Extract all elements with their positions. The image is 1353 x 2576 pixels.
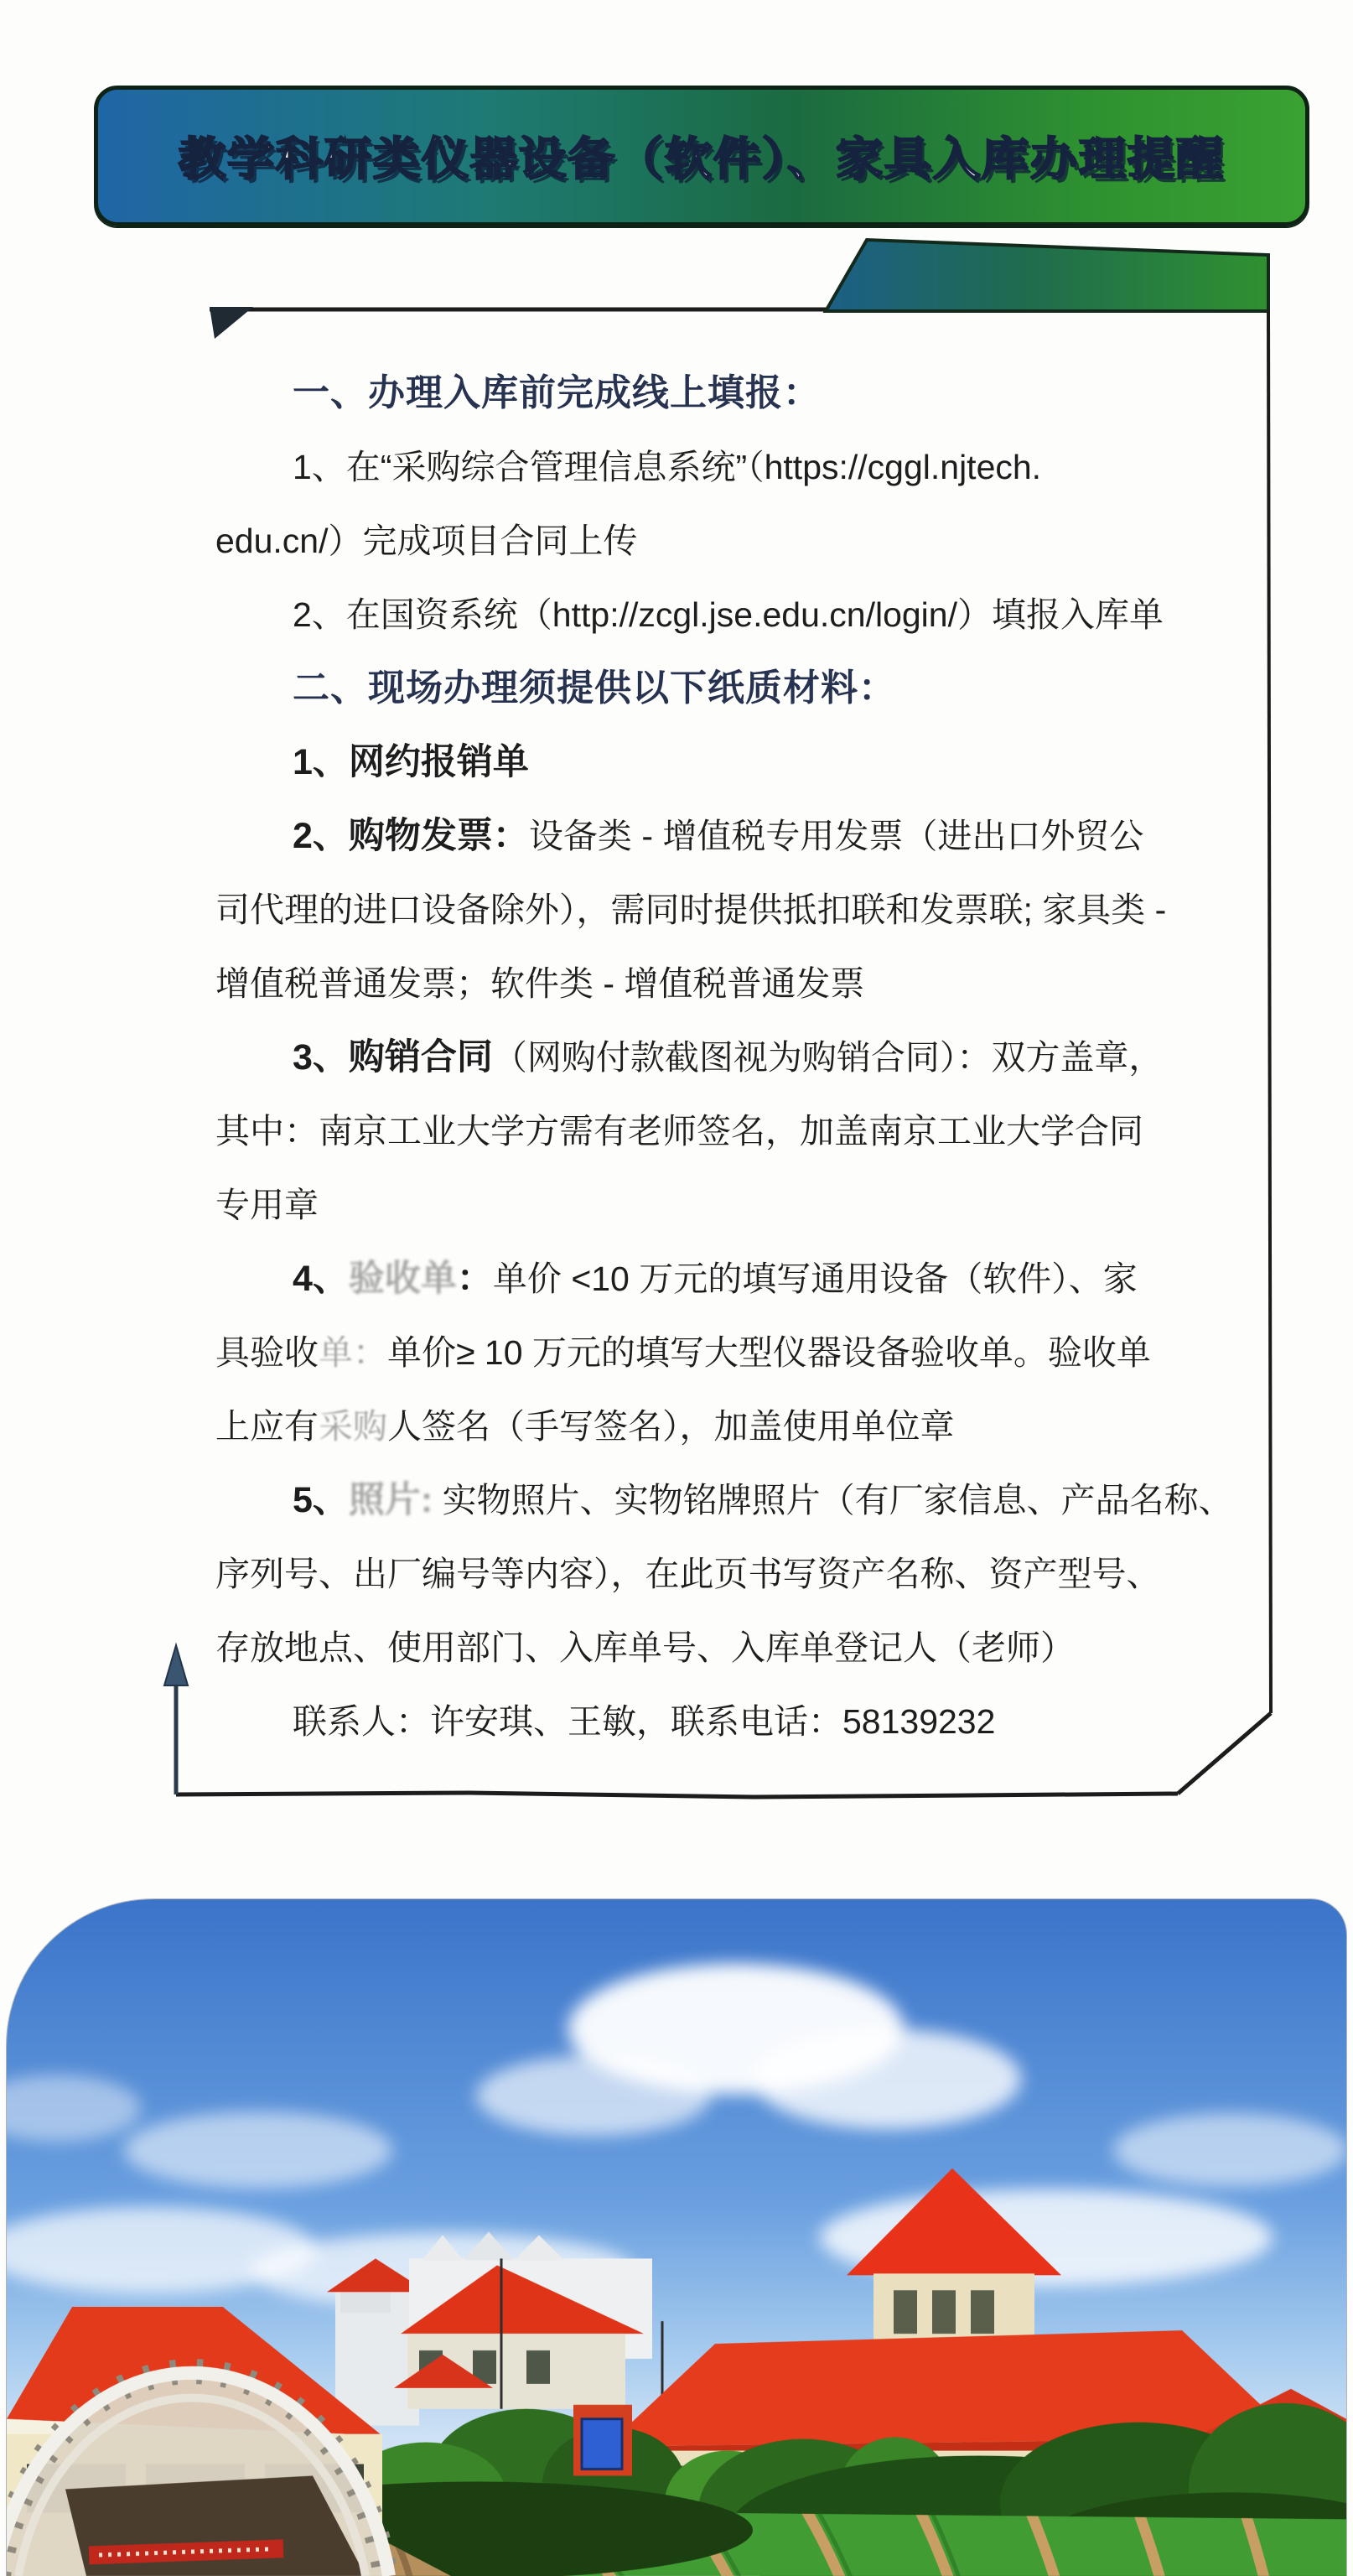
notice-text-segment: 专用章 <box>215 1186 319 1224</box>
notice-line <box>215 1168 1242 1242</box>
notice-text-segment: 3、购销合同 <box>293 1037 493 1078</box>
notice-text-segment: 采购 <box>319 1407 387 1446</box>
notice-line <box>215 1463 1242 1537</box>
notice-text-segment: 司代理的进口设备除外），需同时提供抵扣联和发票联; 家具类 - <box>215 891 1167 929</box>
blue-board <box>573 2405 632 2476</box>
notice-text-segment: 验收单 <box>348 1259 457 1299</box>
notice-line <box>215 1094 1242 1168</box>
notice-line <box>215 1537 1242 1611</box>
notice-line <box>215 1242 1242 1316</box>
notice-text-segment: 其中：南京工业大学方需有老师签名，加盖南京工业大学合同 <box>215 1112 1143 1150</box>
notice-text-segment: edu.cn/）完成项目合同上传 <box>215 522 638 560</box>
notice-text-segment: 1、网约报销单 <box>293 742 529 782</box>
notice-text-segment: （网购付款截图视为购销合同）：双方盖章， <box>492 1038 1164 1077</box>
notice-lines <box>215 356 1242 1758</box>
notice-text-segment: 1、在“采购综合管理信息系统”（https://cggl.njtech. <box>293 448 1042 486</box>
notice-text-segment: 设备类 - 增值税专用发票（进出口外贸公 <box>528 817 1144 855</box>
notice-text-segment: 序列号、出厂编号等内容），在此页书写资产名称、资产型号、 <box>215 1555 1161 1593</box>
notice-line <box>215 652 1242 725</box>
page-title: 教学科研类仪器设备（软件）、家具入库办理提醒 <box>179 133 1225 184</box>
notice-body <box>215 356 1242 1758</box>
card-bottom-border <box>176 1793 1178 1797</box>
corner-triangle-icon <box>210 307 253 339</box>
notice-text-segment: 一、办理入库前完成线上填报： <box>293 372 821 413</box>
notice-line <box>215 947 1242 1021</box>
card-right-border <box>1268 310 1271 1713</box>
notice-text-segment: 照片: <box>348 1480 433 1520</box>
notice-text-segment: 具验收 <box>215 1333 319 1372</box>
notice-text-segment: 5、 <box>293 1480 349 1520</box>
notice-line <box>215 1611 1242 1685</box>
notice-text-segment: 上应有 <box>215 1407 319 1446</box>
notice-text-segment: ： <box>456 1259 493 1299</box>
notice-line <box>215 1389 1242 1463</box>
notice-text-segment: 增值税普通发票；软件类 - 增值税普通发票 <box>215 964 865 1003</box>
notice-line <box>215 1021 1242 1094</box>
notice-text-segment: 实物照片、实物铭牌照片（有厂家信息、产品名称、 <box>433 1481 1233 1519</box>
arrow-up-icon <box>164 1645 188 1685</box>
notice-text-segment: 人签名（手写签名），加盖使用单位章 <box>387 1407 955 1446</box>
notice-text-segment: 2、在国资系统（http://zcgl.jse.edu.cn/login/）填报入库单 <box>293 595 1164 634</box>
notice-line <box>215 1685 1242 1758</box>
notice-text-segment: 单： <box>319 1333 387 1372</box>
notice-text-segment: 联系人：许安琪、王敏，联系电话：58139232 <box>293 1702 996 1741</box>
notice-text-segment: 单价 <10 万元的填写通用设备（软件）、家 <box>492 1259 1138 1298</box>
notice-line <box>215 799 1242 873</box>
notice-text-segment: 存放地点、使用部门、入库单号、入库单登记人（老师） <box>215 1628 1075 1667</box>
notice-line <box>215 1316 1242 1389</box>
notice-line <box>215 504 1242 578</box>
notice-line <box>215 873 1242 947</box>
notice-line <box>215 725 1242 799</box>
title-banner <box>94 86 1309 226</box>
diagonal-band <box>826 240 1268 311</box>
notice-line <box>215 356 1242 430</box>
notice-text-segment: 4、 <box>293 1259 349 1299</box>
notice-line <box>215 578 1242 652</box>
notice-text-segment: 二、现场办理须提供以下纸质材料： <box>293 667 896 709</box>
notice-text-segment: 单价≥ 10 万元的填写大型仪器设备验收单。验收单 <box>387 1333 1151 1372</box>
notice-line <box>215 430 1242 504</box>
notice-text-segment: 2、购物发票： <box>293 816 529 856</box>
campus-photo <box>7 1899 1346 2576</box>
